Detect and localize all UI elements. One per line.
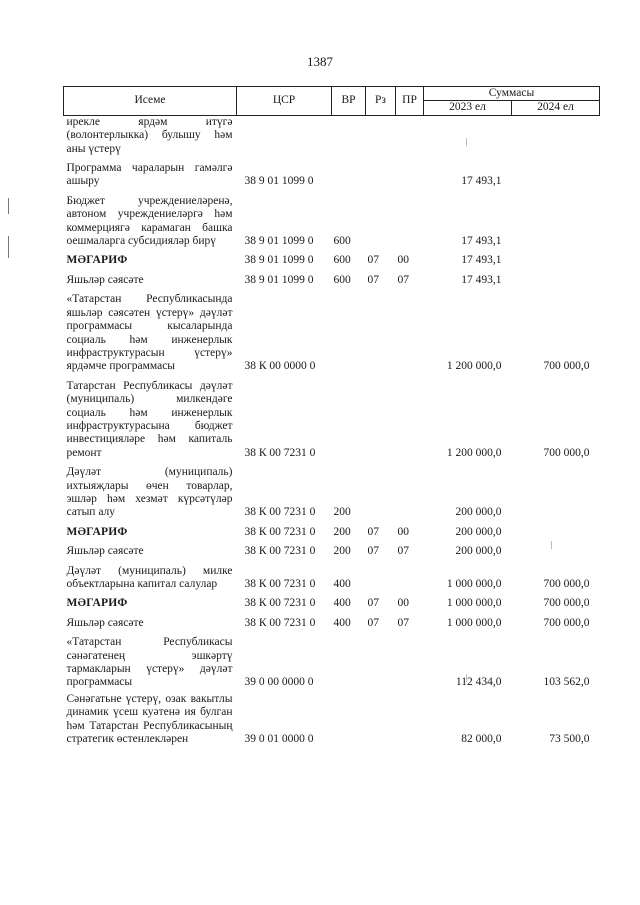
cell-rz (366, 192, 396, 252)
cell-pr (396, 377, 424, 463)
cell-y2023: 1 000 000,0 (446, 597, 502, 610)
cell-y2023: 17 493,1 (461, 235, 502, 248)
cell-y2024 (512, 115, 600, 159)
cell-csr: 38 К 00 7231 0 (244, 616, 316, 629)
cell-name: Сәнәгатьне үстерү, озак вакытлы динамик үсеш куәтенә ия булган һәм Татарстан Республикасының стратегик өстенлекләрен (66, 692, 233, 746)
table-row (64, 115, 600, 159)
cell-y2023: 17 493,1 (461, 254, 502, 267)
cell-y2023: 1 200 000,0 (446, 360, 502, 373)
cell-y2023 (424, 115, 512, 159)
cell-name: МӘГАРИФ (66, 525, 128, 538)
cell-pr (396, 192, 424, 252)
cell-vr (332, 693, 366, 750)
cell-y2023: 17 493,1 (461, 175, 502, 188)
cell-pr: 07 (397, 616, 409, 629)
cell-csr: 39 0 00 0000 0 (244, 676, 314, 689)
cell-name: Татарстан Республикасы дәүләт (муниципаль) милкендәге социаль һәм инженерлык инфраструктурасына бюджет инвестицияләре һәм капиталь ремонт (66, 379, 233, 459)
cell-rz (366, 159, 396, 192)
cell-vr: 400 (333, 616, 351, 629)
cell-csr: 38 9 01 1099 0 (244, 235, 314, 248)
cell-pr (396, 562, 424, 595)
cell-vr: 400 (333, 578, 351, 590)
cell-y2024 (512, 523, 600, 542)
table-row (64, 614, 600, 633)
cell-csr: 38 9 01 1099 0 (244, 273, 314, 286)
cell-csr: 38 9 01 1099 0 (244, 254, 314, 267)
table-row (64, 271, 600, 290)
cell-y2024 (512, 192, 600, 252)
header-rz: Рз (366, 87, 396, 116)
cell-pr: 07 (397, 273, 409, 286)
cell-y2024: 700 000,0 (543, 597, 590, 610)
cell-vr (332, 377, 366, 463)
header-pr: ПР (396, 87, 424, 116)
margin-mark (8, 198, 9, 214)
cell-y2023: 1 200 000,0 (446, 446, 502, 459)
cell-vr: 600 (333, 254, 351, 267)
cell-rz (366, 633, 396, 693)
cell-rz: 07 (367, 525, 379, 538)
header-vr: ВР (332, 87, 366, 116)
cell-rz (366, 562, 396, 595)
cell-vr: 400 (333, 597, 351, 610)
cell-vr (332, 290, 366, 376)
table-row (64, 290, 600, 376)
cell-rz (366, 377, 396, 463)
cell-y2024 (512, 463, 600, 523)
cell-name: «Татарстан Республикасы сәнәгатенең эшкәртү тармакларын үстерү» дәүләт программасы (66, 636, 233, 689)
page-number: 1387 (307, 54, 333, 69)
cell-pr: 00 (397, 254, 409, 267)
cell-name: МӘГАРИФ (66, 597, 128, 610)
cell-y2024: 700 000,0 (543, 446, 590, 459)
table-row (64, 377, 600, 463)
cell-vr (332, 115, 366, 159)
cell-name: Бюджет учреждениеләренә, автоном учреждениеләргә һәм коммерциягә карамаган башка оешмаларга субсидияләр бирү (66, 194, 233, 248)
cell-y2023: 112 434,0 (455, 676, 502, 689)
cell-name: «Татарстан Республикасында яшьләр сәясәтен үстерү» дәүләт программасы кысаларында социаль һәм инженерлык инфраструктурасын үстерү» ярдәмче программасы (66, 293, 233, 373)
cell-pr: 00 (397, 525, 409, 538)
cell-pr (396, 159, 424, 192)
cell-csr: 39 0 01 0000 0 (244, 733, 314, 746)
table-row (64, 594, 600, 613)
cell-y2024 (512, 159, 600, 192)
cell-pr (396, 463, 424, 523)
table-row (64, 251, 600, 270)
header-name: Исеме (64, 87, 237, 116)
cell-name: Дәүләт (муниципаль) милке объектларына капитал салулар (66, 564, 233, 590)
cell-y2024: 700 000,0 (543, 616, 590, 629)
cell-csr: 38 К 00 7231 0 (244, 578, 316, 590)
header-sums: Суммасы (424, 87, 600, 101)
cell-csr: 38 К 00 7231 0 (244, 597, 316, 610)
cell-csr: 38 9 01 1099 0 (244, 175, 314, 188)
table-row (64, 542, 600, 561)
header-year-2023: 2023 ел (424, 101, 512, 115)
cell-csr (237, 115, 332, 159)
cell-y2024 (512, 251, 600, 270)
cell-pr (396, 115, 424, 159)
cell-vr: 200 (333, 525, 351, 538)
header-csr: ЦСР (237, 87, 332, 116)
cell-vr: 200 (333, 506, 351, 519)
table-body (64, 115, 600, 749)
cell-name: МӘГАРИФ (66, 254, 128, 267)
cell-rz: 07 (367, 254, 379, 267)
cell-pr: 07 (397, 545, 409, 558)
table-row (64, 693, 600, 750)
budget-table (63, 86, 600, 749)
cell-pr (396, 693, 424, 750)
cell-name: Яшьләр сәясәте (66, 616, 144, 629)
cell-pr: 00 (397, 597, 409, 610)
cell-name: Яшьләр сәясәте (66, 545, 144, 558)
cell-pr (396, 290, 424, 376)
cell-vr: 600 (333, 235, 351, 248)
table-row (64, 633, 600, 693)
header-year-2024: 2024 ел (512, 101, 600, 115)
cell-y2023: 17 493,1 (461, 273, 502, 286)
cell-csr: 38 К 00 7231 0 (244, 506, 316, 519)
cell-y2023: 82 000,0 (461, 733, 502, 746)
margin-mark (8, 236, 9, 258)
cell-csr: 38 К 00 7231 0 (244, 545, 316, 558)
cell-y2024 (512, 542, 600, 561)
cell-rz (366, 463, 396, 523)
cell-rz: 07 (367, 616, 379, 629)
table-row (64, 523, 600, 542)
cell-vr: 200 (333, 545, 351, 558)
cell-y2023: 200 000,0 (455, 506, 502, 519)
cell-csr: 38 К 00 7231 0 (244, 525, 316, 538)
cell-y2024: 73 500,0 (549, 733, 590, 746)
table-row (64, 192, 600, 252)
cell-y2023: 200 000,0 (455, 545, 502, 558)
cell-rz: 07 (367, 597, 379, 610)
cell-y2024: 103 562,0 (543, 676, 590, 689)
table-row (64, 159, 600, 192)
cell-y2024: 700 000,0 (543, 360, 590, 373)
cell-name: Дәүләт (муниципаль) ихтыяҗлары өчен товарлар, эшләр һәм хезмәт күрсәтүләр сатып алу (66, 466, 233, 519)
cell-rz (366, 115, 396, 159)
cell-rz: 07 (367, 545, 379, 558)
cell-pr (396, 633, 424, 693)
cell-y2023: 200 000,0 (455, 525, 502, 538)
cell-rz (366, 693, 396, 750)
cell-y2024: 700 000,0 (543, 578, 590, 590)
cell-csr: 38 К 00 7231 0 (244, 446, 316, 459)
cell-y2024 (512, 271, 600, 290)
cell-name: ирекле ярдәм итүгә (волонтерлыкка) булышу һәм аны үстерү (66, 115, 233, 155)
table-row (64, 463, 600, 523)
cell-vr: 600 (333, 273, 351, 286)
cell-csr: 38 К 00 0000 0 (244, 360, 316, 373)
cell-y2023: 1 000 000,0 (446, 578, 502, 590)
table-row (64, 562, 600, 595)
table-header (64, 87, 600, 116)
cell-name: Яшьләр сәясәте (66, 273, 144, 286)
cell-rz (366, 290, 396, 376)
cell-vr (332, 633, 366, 693)
cell-y2023: 1 000 000,0 (446, 616, 502, 629)
cell-vr (332, 159, 366, 192)
cell-rz: 07 (367, 273, 379, 286)
cell-name: Программа чараларын гамәлгә ашыру (66, 162, 233, 188)
